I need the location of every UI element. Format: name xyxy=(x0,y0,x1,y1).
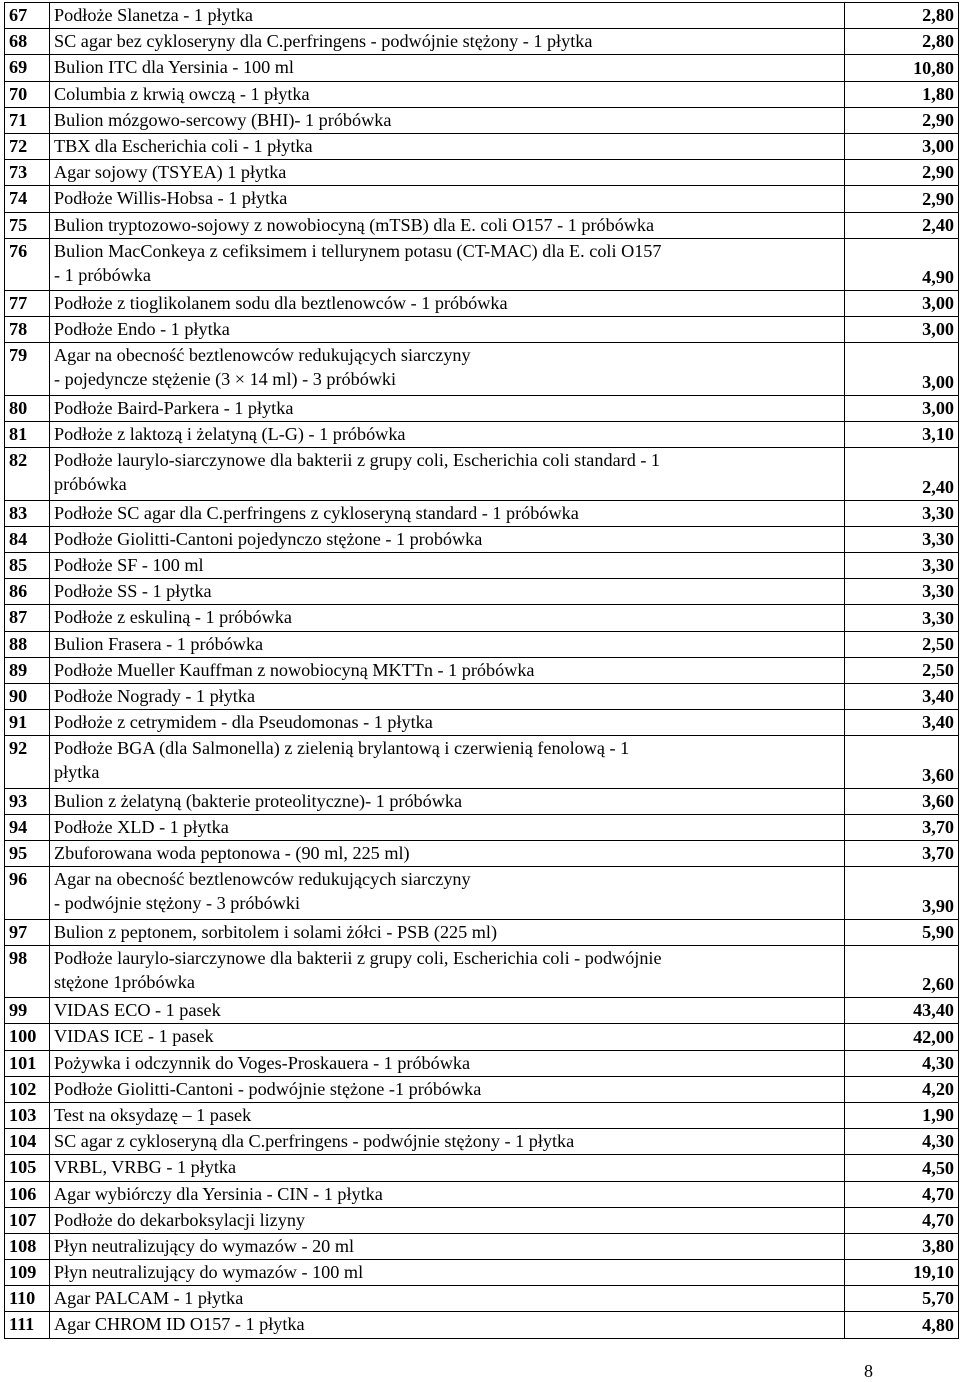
table-row xyxy=(5,526,959,552)
item-description-line: Bulion MacConkeya z cefiksimem i tellurynem potasu (CT-MAC) dla E. coli O157 xyxy=(54,240,662,261)
item-description-line: Podłoże Willis-Hobsa - 1 płytka xyxy=(54,188,288,209)
item-number: 81 xyxy=(5,422,50,448)
table-row xyxy=(5,422,959,448)
item-description-line: Agar CHROM ID O157 - 1 płytka xyxy=(54,1314,305,1335)
item-description-line: Pożywka i odczynnik do Voges-Proskauera - 1 próbówka xyxy=(54,1052,471,1073)
item-price: 3,00 xyxy=(845,317,959,343)
item-price: 4,20 xyxy=(845,1076,959,1102)
table-row xyxy=(5,133,959,159)
table-row xyxy=(5,238,959,290)
item-number: 76 xyxy=(5,238,50,290)
item-description-line: Zbuforowana woda peptonowa - (90 ml, 225 ml) xyxy=(54,843,410,864)
item-price: 3,00 xyxy=(845,133,959,159)
table-row xyxy=(5,212,959,238)
item-price: 4,30 xyxy=(845,1050,959,1076)
item-description-line: Podłoże SS - 1 płytka xyxy=(54,581,212,602)
item-price: 4,90 xyxy=(845,238,959,290)
item-description xyxy=(50,1102,845,1128)
item-description-line: Bulion ITC dla Yersinia - 100 ml xyxy=(54,57,294,78)
item-number: 96 xyxy=(5,867,50,919)
item-price: 3,00 xyxy=(845,395,959,421)
item-price: 1,80 xyxy=(845,81,959,107)
item-description xyxy=(50,1050,845,1076)
table-row xyxy=(5,317,959,343)
table-row xyxy=(5,3,959,29)
table-row xyxy=(5,395,959,421)
item-description-line: stężone 1próbówka xyxy=(54,971,195,992)
item-price: 5,70 xyxy=(845,1286,959,1312)
item-description-line: Podłoże do dekarboksylacji lizyny xyxy=(54,1209,306,1230)
item-price: 42,00 xyxy=(845,1024,959,1050)
item-description-line: próbówka xyxy=(54,474,127,495)
item-number: 94 xyxy=(5,814,50,840)
item-description xyxy=(50,395,845,421)
item-description-line: - podwójnie stężony - 3 próbówki xyxy=(54,893,300,914)
table-row xyxy=(5,29,959,55)
item-price: 3,30 xyxy=(845,500,959,526)
item-description xyxy=(50,631,845,657)
item-description-line: VIDAS ECO - 1 pasek xyxy=(54,1000,221,1021)
item-number: 104 xyxy=(5,1129,50,1155)
table-row xyxy=(5,867,959,919)
item-number: 75 xyxy=(5,212,50,238)
table-row xyxy=(5,657,959,683)
item-price: 3,40 xyxy=(845,710,959,736)
item-number: 105 xyxy=(5,1155,50,1181)
item-number: 69 xyxy=(5,55,50,81)
table-row xyxy=(5,186,959,212)
item-description xyxy=(50,107,845,133)
table-row xyxy=(5,160,959,186)
item-description-line: Bulion z żelatyną (bakterie proteolityczne)- 1 próbówka xyxy=(54,790,463,811)
item-price: 43,40 xyxy=(845,998,959,1024)
item-number: 89 xyxy=(5,657,50,683)
item-number: 87 xyxy=(5,605,50,631)
item-description-line: Podłoże Mueller Kauffman z nowobiocyną MKTTn - 1 próbówka xyxy=(54,659,535,680)
table-row xyxy=(5,500,959,526)
item-description xyxy=(50,343,845,395)
item-description-line: Agar na obecność beztlenowców redukujących siarczyny xyxy=(54,869,471,890)
item-number: 97 xyxy=(5,919,50,945)
table-row xyxy=(5,631,959,657)
table-row xyxy=(5,998,959,1024)
item-description xyxy=(50,500,845,526)
item-description xyxy=(50,1129,845,1155)
item-description xyxy=(50,3,845,29)
item-price: 2,90 xyxy=(845,160,959,186)
item-description-line: SC agar z cykloseryną dla C.perfringens - podwójnie stężony - 1 płytka xyxy=(54,1131,575,1152)
item-price: 3,60 xyxy=(845,788,959,814)
item-price: 2,50 xyxy=(845,631,959,657)
item-description xyxy=(50,29,845,55)
item-number: 71 xyxy=(5,107,50,133)
item-description xyxy=(50,81,845,107)
item-number: 103 xyxy=(5,1102,50,1128)
table-row xyxy=(5,1312,959,1338)
item-price: 4,50 xyxy=(845,1155,959,1181)
item-description-line: Podłoże SF - 100 ml xyxy=(54,554,204,575)
item-price: 3,30 xyxy=(845,579,959,605)
item-price: 2,40 xyxy=(845,448,959,500)
page-number: 8 xyxy=(864,1361,873,1381)
item-description xyxy=(50,133,845,159)
item-price: 3,30 xyxy=(845,526,959,552)
item-description-line: Podłoże Nogrady - 1 płytka xyxy=(54,685,256,706)
item-description xyxy=(50,710,845,736)
table-row xyxy=(5,1207,959,1233)
item-price: 2,80 xyxy=(845,29,959,55)
item-price: 2,40 xyxy=(845,212,959,238)
item-description-line: Test na oksydazę – 1 pasek xyxy=(54,1104,252,1125)
item-description-line: Płyn neutralizujący do wymazów - 100 ml xyxy=(54,1262,364,1283)
item-number: 107 xyxy=(5,1207,50,1233)
item-description xyxy=(50,736,845,788)
item-description xyxy=(50,317,845,343)
item-description xyxy=(50,998,845,1024)
table-row xyxy=(5,1233,959,1259)
item-number: 83 xyxy=(5,500,50,526)
item-price: 3,70 xyxy=(845,814,959,840)
item-number: 77 xyxy=(5,291,50,317)
item-description xyxy=(50,841,845,867)
item-price: 3,60 xyxy=(845,736,959,788)
item-price: 4,80 xyxy=(845,1312,959,1338)
item-number: 78 xyxy=(5,317,50,343)
item-number: 85 xyxy=(5,552,50,578)
item-number: 108 xyxy=(5,1233,50,1259)
table-row xyxy=(5,710,959,736)
item-number: 109 xyxy=(5,1260,50,1286)
item-number: 67 xyxy=(5,3,50,29)
item-number: 110 xyxy=(5,1286,50,1312)
item-price: 3,30 xyxy=(845,605,959,631)
item-description-line: Bulion mózgowo-sercowy (BHI)- 1 próbówka xyxy=(54,109,392,130)
item-description xyxy=(50,945,845,997)
item-description xyxy=(50,867,845,919)
item-number: 102 xyxy=(5,1076,50,1102)
item-description xyxy=(50,1207,845,1233)
table-row xyxy=(5,788,959,814)
item-description xyxy=(50,1260,845,1286)
item-price: 3,00 xyxy=(845,291,959,317)
item-description-line: Podłoże Endo - 1 płytka xyxy=(54,319,230,340)
table-row xyxy=(5,945,959,997)
table-row xyxy=(5,1024,959,1050)
item-description-line: Podłoże z laktozą i żelatyną (L-G) - 1 próbówka xyxy=(54,424,406,445)
table-row xyxy=(5,683,959,709)
item-price: 5,90 xyxy=(845,919,959,945)
item-description-line: Bulion tryptozowo-sojowy z nowobiocyną (mTSB) dla E. coli O157 - 1 próbówka xyxy=(54,214,655,235)
table-row xyxy=(5,814,959,840)
item-number: 84 xyxy=(5,526,50,552)
table-row xyxy=(5,919,959,945)
item-price: 4,70 xyxy=(845,1181,959,1207)
table-row xyxy=(5,841,959,867)
item-description xyxy=(50,1155,845,1181)
item-number: 82 xyxy=(5,448,50,500)
item-description-line: Agar na obecność beztlenowców redukujących siarczyny xyxy=(54,345,471,366)
item-description xyxy=(50,605,845,631)
item-description xyxy=(50,814,845,840)
item-description-line: płytka xyxy=(54,762,100,783)
item-description xyxy=(50,212,845,238)
item-description xyxy=(50,1286,845,1312)
item-number: 95 xyxy=(5,841,50,867)
item-description xyxy=(50,55,845,81)
item-number: 106 xyxy=(5,1181,50,1207)
item-description xyxy=(50,1312,845,1338)
item-price: 2,90 xyxy=(845,107,959,133)
item-price: 2,80 xyxy=(845,3,959,29)
item-description xyxy=(50,448,845,500)
item-number: 72 xyxy=(5,133,50,159)
table-row xyxy=(5,605,959,631)
item-description-line: SC agar bez cykloseryny dla C.perfringens - podwójnie stężony - 1 płytka xyxy=(54,31,593,52)
item-description-line: Podłoże Baird-Parkera - 1 płytka xyxy=(54,397,294,418)
item-price: 2,60 xyxy=(845,945,959,997)
table-row xyxy=(5,55,959,81)
item-description xyxy=(50,160,845,186)
table-row xyxy=(5,1260,959,1286)
item-description xyxy=(50,552,845,578)
item-description-line: Podłoże z eskuliną - 1 próbówka xyxy=(54,607,292,628)
item-number: 70 xyxy=(5,81,50,107)
item-price: 4,30 xyxy=(845,1129,959,1155)
table-row xyxy=(5,736,959,788)
table-row xyxy=(5,1076,959,1102)
table-row xyxy=(5,1181,959,1207)
item-number: 91 xyxy=(5,710,50,736)
table-row xyxy=(5,552,959,578)
item-description-line: Agar sojowy (TSYEA) 1 płytka xyxy=(54,162,287,183)
item-description-line: Płyn neutralizujący do wymazów - 20 ml xyxy=(54,1235,355,1256)
item-number: 98 xyxy=(5,945,50,997)
item-price: 19,10 xyxy=(845,1260,959,1286)
item-price: 3,40 xyxy=(845,683,959,709)
item-description-line: TBX dla Escherichia coli - 1 płytka xyxy=(54,135,313,156)
item-price: 3,00 xyxy=(845,343,959,395)
item-price: 3,90 xyxy=(845,867,959,919)
item-description-line: Agar wybiórczy dla Yersinia - CIN - 1 płytka xyxy=(54,1183,383,1204)
item-description-line: Agar PALCAM - 1 płytka xyxy=(54,1288,244,1309)
item-description-line: - 1 próbówka xyxy=(54,264,151,285)
item-price: 4,70 xyxy=(845,1207,959,1233)
table-row xyxy=(5,1129,959,1155)
item-description xyxy=(50,579,845,605)
item-description-line: Podłoże z tioglikolanem sodu dla beztlenowców - 1 próbówka xyxy=(54,293,508,314)
item-description-line: VRBL, VRBG - 1 płytka xyxy=(54,1157,237,1178)
item-description-line: VIDAS ICE - 1 pasek xyxy=(54,1026,214,1047)
item-description-line: Podłoże Giolitti-Cantoni - podwójnie stężone -1 próbówka xyxy=(54,1078,482,1099)
item-description xyxy=(50,1076,845,1102)
item-description xyxy=(50,238,845,290)
table-row xyxy=(5,81,959,107)
table-row xyxy=(5,579,959,605)
item-number: 99 xyxy=(5,998,50,1024)
item-description xyxy=(50,1233,845,1259)
item-number: 90 xyxy=(5,683,50,709)
item-number: 79 xyxy=(5,343,50,395)
item-number: 86 xyxy=(5,579,50,605)
item-description xyxy=(50,422,845,448)
item-number: 92 xyxy=(5,736,50,788)
price-list-body xyxy=(5,3,959,1339)
item-description-line: Podłoże laurylo-siarczynowe dla bakterii z grupy coli, Escherichia coli standard - 1 xyxy=(54,450,661,471)
table-row xyxy=(5,448,959,500)
table-row xyxy=(5,291,959,317)
item-description-line: Bulion z peptonem, sorbitolem i solami żółci - PSB (225 ml) xyxy=(54,921,498,942)
item-price: 2,90 xyxy=(845,186,959,212)
item-description-line: Bulion Frasera - 1 próbówka xyxy=(54,633,264,654)
item-number: 100 xyxy=(5,1024,50,1050)
item-number: 73 xyxy=(5,160,50,186)
item-price: 2,50 xyxy=(845,657,959,683)
table-row xyxy=(5,1102,959,1128)
item-description-line: Columbia z krwią owczą - 1 płytka xyxy=(54,83,310,104)
item-description xyxy=(50,291,845,317)
item-price: 10,80 xyxy=(845,55,959,81)
table-row xyxy=(5,107,959,133)
table-row xyxy=(5,1286,959,1312)
item-description xyxy=(50,1024,845,1050)
item-description-line: Podłoże SC agar dla C.perfringens z cykloseryną standard - 1 próbówka xyxy=(54,502,579,523)
item-description-line: Podłoże XLD - 1 płytka xyxy=(54,816,229,837)
item-description xyxy=(50,919,845,945)
item-number: 111 xyxy=(5,1312,50,1338)
table-row xyxy=(5,343,959,395)
item-description xyxy=(50,788,845,814)
item-price: 1,90 xyxy=(845,1102,959,1128)
item-description xyxy=(50,683,845,709)
item-description-line: Podłoże z cetrymidem - dla Pseudomonas - 1 płytka xyxy=(54,712,433,733)
item-description-line: Podłoże BGA (dla Salmonella) z zielenią brylantową i czerwienią fenolową - 1 xyxy=(54,738,630,759)
item-description-line: - pojedyncze stężenie (3 × 14 ml) - 3 próbówki xyxy=(54,369,397,390)
item-number: 93 xyxy=(5,788,50,814)
item-price: 3,10 xyxy=(845,422,959,448)
item-number: 80 xyxy=(5,395,50,421)
item-description xyxy=(50,526,845,552)
price-list-table xyxy=(4,2,959,1339)
table-row xyxy=(5,1155,959,1181)
item-price: 3,30 xyxy=(845,552,959,578)
item-description-line: Podłoże laurylo-siarczynowe dla bakterii z grupy coli, Escherichia coli - podwójnie xyxy=(54,947,662,968)
item-price: 3,70 xyxy=(845,841,959,867)
item-number: 101 xyxy=(5,1050,50,1076)
table-row xyxy=(5,1050,959,1076)
item-description-line: Podłoże Slanetza - 1 płytka xyxy=(54,5,253,25)
item-description-line: Podłoże Giolitti-Cantoni pojedynczo stężone - 1 probówka xyxy=(54,528,483,549)
item-description xyxy=(50,657,845,683)
item-description xyxy=(50,186,845,212)
item-number: 68 xyxy=(5,29,50,55)
item-number: 88 xyxy=(5,631,50,657)
item-description xyxy=(50,1181,845,1207)
item-number: 74 xyxy=(5,186,50,212)
item-price: 3,80 xyxy=(845,1233,959,1259)
